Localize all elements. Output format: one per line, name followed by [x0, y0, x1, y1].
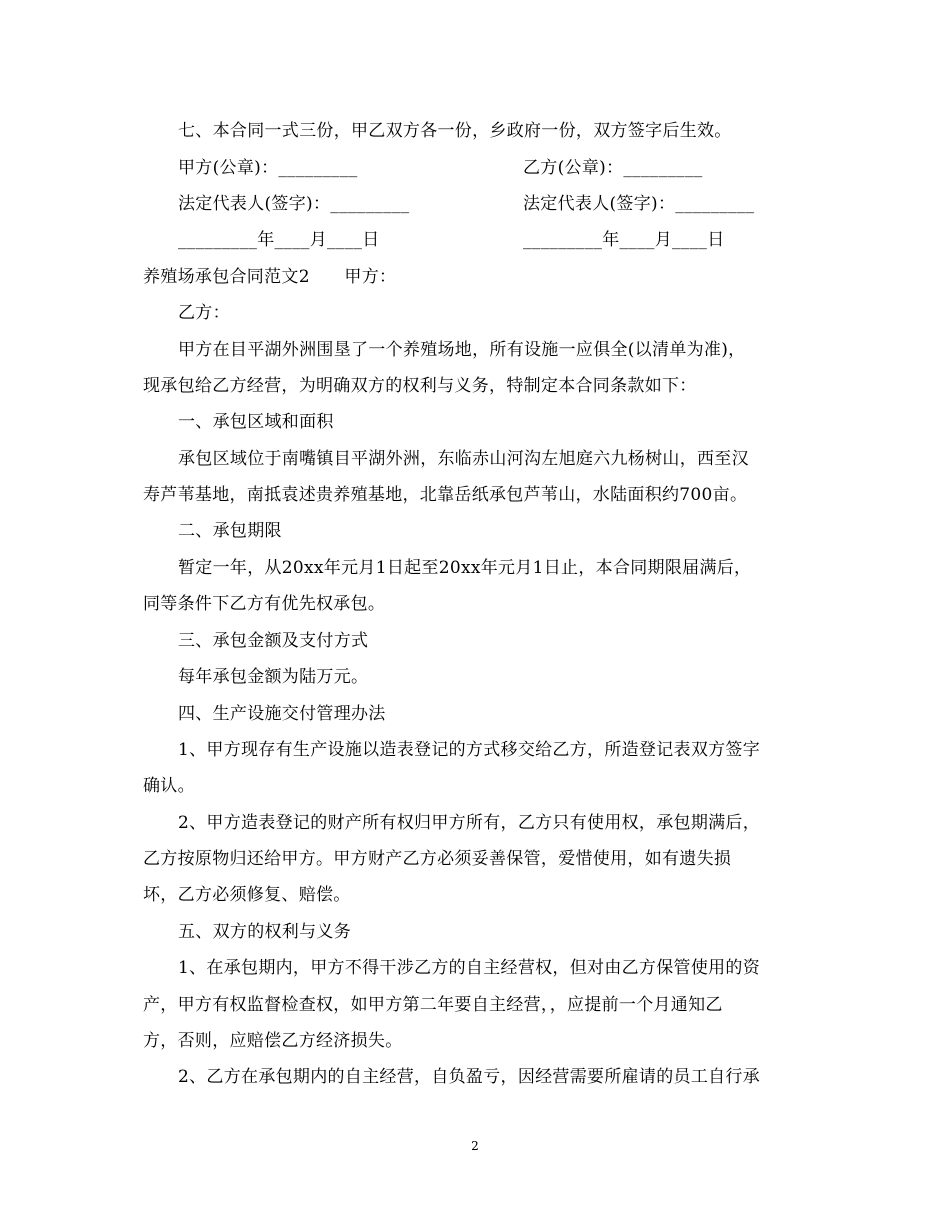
section-heading-2: 二、承包期限: [178, 521, 282, 541]
area-paragraph-line-2: 寿芦苇基地，南抵袁述贵养殖基地，北靠岳纸承包芦苇山，水陆面积约700亩。: [143, 485, 748, 505]
party-b-line: 乙方：: [178, 303, 230, 323]
facilities-item-1-line-2: 确认。: [143, 776, 195, 796]
facilities-item-2-line-2: 乙方按原物归还给甲方。甲方财产乙方必须妥善保管，爱惜使用，如有遗失损: [143, 849, 732, 869]
clause-seven: 七、本合同一式三份，甲乙双方各一份，乡政府一份，双方签字后生效。: [178, 121, 732, 141]
intro-paragraph-line-2: 现承包给乙方经营，为明确双方的权利与义务，特制定本合同条款如下：: [143, 376, 697, 396]
party-a-representative: 法定代表人(签字)：_________: [178, 194, 410, 214]
term-paragraph-line-1: 暂定一年，从20xx年元月1日起至20xx年元月1日止，本合同期限届满后，: [178, 558, 752, 578]
facilities-item-1-line-1: 1、甲方现存有生产设施以造表登记的方式移交给乙方，所造登记表双方签字: [178, 740, 761, 760]
party-b-representative: 法定代表人(签字)：_________: [523, 194, 755, 214]
section-heading-1: 一、承包区域和面积: [178, 412, 334, 432]
section-heading-4: 四、生产设施交付管理办法: [178, 704, 386, 724]
party-b-date: _________年____月____日: [523, 230, 725, 250]
rights-item-1-line-2: 产，甲方有权监督检查权，如甲方第二年要自主经营，，应提前一个月通知乙: [143, 995, 723, 1015]
rights-item-2-line-1: 2、乙方在承包期内的自主经营，自负盈亏，因经营需要所雇请的员工自行承: [178, 1067, 761, 1087]
party-a-seal: 甲方(公章)：_________: [178, 158, 358, 178]
rights-item-1-line-1: 1、在承包期内，甲方不得干涉乙方的自主经营权，但对由乙方保管使用的资: [178, 958, 761, 978]
party-a-date: _________年____月____日: [178, 230, 380, 250]
term-paragraph-line-2: 同等条件下乙方有优先权承包。: [143, 594, 386, 614]
contract-title-line: 养殖场承包合同范文2 甲方：: [143, 267, 397, 287]
facilities-item-2-line-3: 坏，乙方必须修复、赔偿。: [143, 885, 351, 905]
page-number: 2: [471, 1139, 479, 1153]
rights-item-1-line-3: 方，否则，应赔偿乙方经济损失。: [143, 1031, 403, 1051]
intro-paragraph-line-1: 甲方在目平湖外洲围垦了一个养殖场地，所有设施一应俱全(以清单为准)，: [178, 340, 746, 360]
facilities-item-2-line-1: 2、甲方造表登记的财产所有权归甲方所有，乙方只有使用权，承包期满后，: [178, 813, 761, 833]
area-paragraph-line-1: 承包区域位于南嘴镇目平湖外洲，东临赤山河沟左旭庭六九杨树山，西至汉: [178, 449, 749, 469]
section-heading-5: 五、双方的权利与义务: [178, 922, 351, 942]
party-b-seal: 乙方(公章)：_________: [523, 158, 703, 178]
amount-paragraph: 每年承包金额为陆万元。: [178, 667, 369, 687]
section-heading-3: 三、承包金额及支付方式: [178, 631, 369, 651]
